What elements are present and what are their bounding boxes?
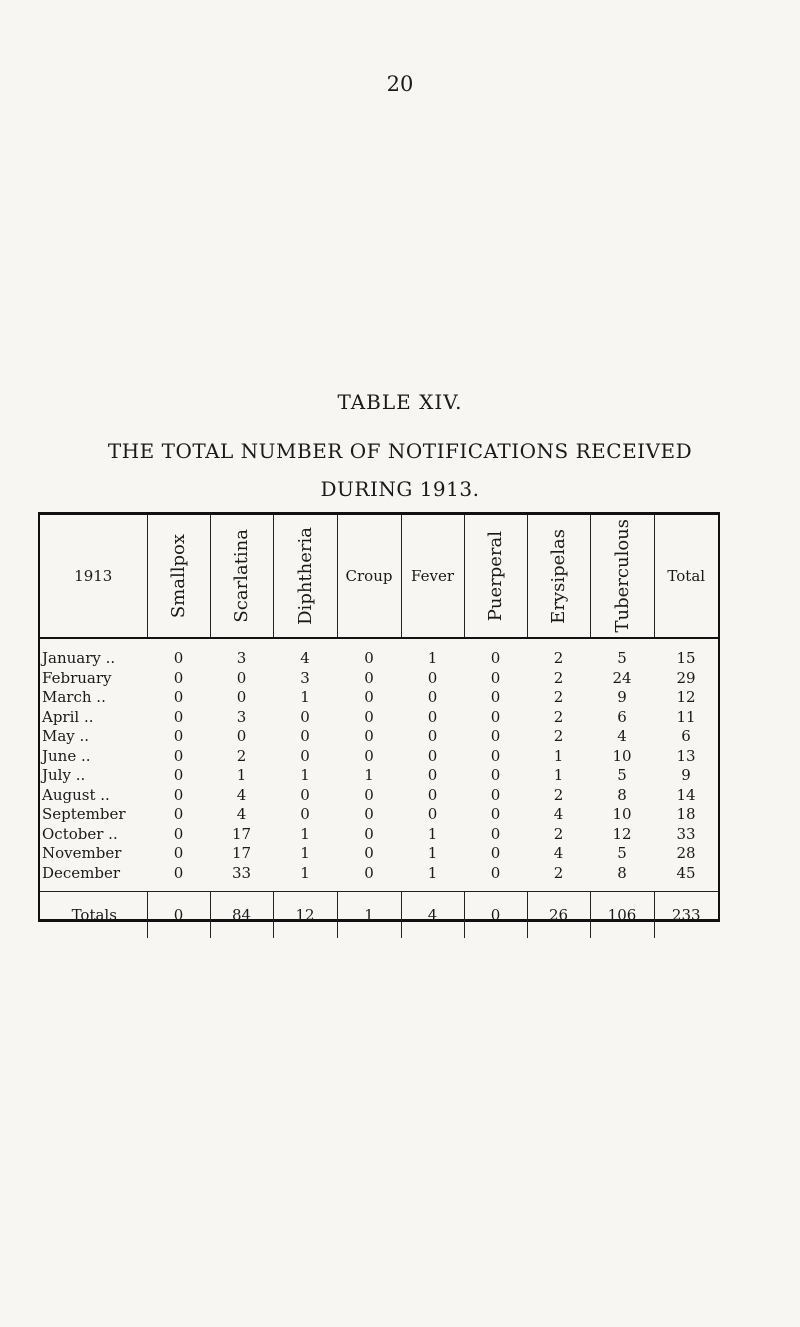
table-cell: 0 [173,649,184,667]
table-cell: 6 [617,707,627,726]
table-cell: 0 [490,649,501,667]
table-cell: 0 [490,668,501,687]
table-cell: 0 [236,727,247,745]
table-cell: 0 [364,727,374,745]
table-row [40,669,718,689]
table-cell: 2 [553,688,564,706]
table-cell: 0 [364,785,374,804]
table-cell: 0 [490,746,501,765]
table-cell: 12 [676,688,696,706]
table-cell: 8 [617,785,627,804]
table-cell: 9 [681,766,691,784]
table-cell: 0 [300,707,310,726]
table-cell: 15 [676,649,696,667]
table-cell: 0 [173,785,184,804]
table-cell: 4 [300,649,310,667]
table-cell: 0 [427,707,438,726]
month-label: December [42,863,121,882]
table-cell: 1 [553,766,564,784]
month-label: September [42,805,126,823]
table-cell: 2 [553,785,564,804]
year-header: 1913 [40,515,147,638]
table-cell: 5 [617,649,627,667]
table-cell: 17 [231,824,252,843]
table-cell: 0 [173,824,184,843]
table-cell: 0 [300,746,310,765]
table-cell: 0 [173,863,184,882]
totals-cell: 26 [527,892,590,939]
table-cell: 11 [676,707,696,726]
notifications-table [40,515,718,938]
table-cell: 0 [490,805,501,823]
table-cell: 4 [553,844,564,862]
subtitle-line-2: DURING 1913. [320,477,480,501]
table-cell: 1 [236,766,247,784]
table-cell: 8 [617,863,627,882]
totals-cell: 0 [147,892,210,939]
table-cell: 0 [173,766,184,784]
table-cell: 0 [236,688,247,706]
table-cell: 13 [676,746,696,765]
table-cell: 0 [173,707,184,726]
month-label: March .. [42,688,106,706]
table-cell: 45 [676,863,696,882]
table-row [40,786,718,806]
column-header-croup: Croup [337,515,401,638]
table-cell: 14 [676,785,696,804]
table-cell: 10 [612,746,632,765]
column-header-erysipelas: Erysipelas [527,515,590,638]
table-cell: 0 [490,824,501,843]
table-cell: 6 [681,727,691,745]
table-cell: 0 [300,727,310,745]
table-cell: 0 [173,668,184,687]
table-cell: 0 [364,746,374,765]
table-cell: 0 [364,649,374,667]
month-label: October .. [42,824,118,843]
table-row [40,727,718,747]
table-cell: 1 [300,688,310,706]
notifications-table-frame [38,512,720,922]
table-row [40,747,718,767]
table-cell: 24 [612,668,632,687]
column-header-tuberculous: Tuberculous [590,515,654,638]
table-cell: 1 [364,766,374,784]
table-cell: 2 [553,649,564,667]
totals-cell: 1 [337,892,401,939]
table-row [40,688,718,708]
table-cell: 4 [236,805,247,823]
table-cell: 29 [676,668,696,687]
table-cell: 0 [427,688,438,706]
table-cell: 17 [231,844,252,862]
totals-row [40,892,718,939]
month-label: February [42,668,112,687]
month-label: August .. [42,785,110,804]
totals-cell: 106 [590,892,654,939]
totals-cell: 233 [654,892,718,939]
column-header-smallpox: Smallpox [147,515,210,638]
table-cell: 0 [490,707,501,726]
table-cell: 0 [427,668,438,687]
month-label: May .. [42,727,90,745]
table-cell: 1 [427,649,438,667]
table-cell: 9 [617,688,627,706]
table-cell: 5 [617,766,627,784]
table-cell: 2 [553,707,564,726]
table-cell: 0 [173,688,184,706]
table-cell: 0 [173,727,184,745]
table-cell: 0 [364,824,374,843]
table-cell: 28 [676,844,696,862]
month-label: July .. [42,766,86,784]
table-cell: 0 [427,746,438,765]
month-label: January .. [42,649,116,667]
table-cell: 2 [236,746,247,765]
table-subtitle [0,432,800,508]
table-row [40,805,718,825]
totals-cell: 12 [273,892,337,939]
table-cell: 33 [676,824,696,843]
table-cell: 1 [427,824,438,843]
table-cell: 0 [236,668,247,687]
column-header-scarlatina: Scarlatina [210,515,273,638]
table-title: TABLE XIV. [337,390,463,414]
table-cell: 0 [427,727,438,745]
table-cell: 1 [300,863,310,882]
table-cell: 0 [427,785,438,804]
column-header-diphtheria: Diphtheria [273,515,337,638]
table-cell: 0 [490,688,501,706]
table-cell: 1 [553,746,564,765]
table-cell: 4 [617,727,627,745]
table-cell: 1 [427,863,438,882]
table-cell: 0 [364,707,374,726]
table-row [40,864,718,892]
month-label: June .. [42,746,91,765]
table-cell: 0 [364,844,374,862]
totals-cell: 0 [464,892,527,939]
table-row [40,708,718,728]
subtitle-line-1: THE TOTAL NUMBER OF NOTIFICATIONS RECEIVED [107,439,693,463]
table-cell: 4 [236,785,247,804]
table-cell: 2 [553,824,564,843]
table-cell: 0 [364,805,374,823]
page-number: 20 [386,72,414,96]
table-cell: 0 [173,805,184,823]
month-label: April .. [42,707,94,726]
table-cell: 3 [236,707,247,726]
table-cell: 0 [427,805,438,823]
table-cell: 0 [490,727,501,745]
table-row [40,766,718,786]
table-cell: 33 [231,863,252,882]
table-cell: 0 [173,844,184,862]
totals-label: Totals [40,892,147,939]
table-row [40,638,718,669]
totals-cell: 84 [210,892,273,939]
table-cell: 2 [553,863,564,882]
table-cell: 18 [676,805,696,823]
column-header-fever: Fever [401,515,464,638]
table-cell: 10 [612,805,632,823]
table-cell: 0 [490,766,501,784]
table-cell: 0 [173,746,184,765]
table-cell: 2 [553,668,564,687]
table-cell: 4 [553,805,564,823]
column-header-puerperal: Puerperal [464,515,527,638]
table-cell: 3 [300,668,310,687]
table-cell: 3 [236,649,247,667]
table-cell: 1 [427,844,438,862]
table-cell: 0 [364,668,374,687]
table-cell: 0 [427,766,438,784]
table-cell: 0 [364,863,374,882]
table-body [40,638,718,938]
table-cell: 0 [490,863,501,882]
table-cell: 5 [617,844,627,862]
table-row [40,844,718,864]
table-row [40,825,718,845]
table-cell: 12 [612,824,632,843]
table-cell: 0 [490,785,501,804]
table-cell: 0 [490,844,501,862]
totals-cell: 4 [401,892,464,939]
table-cell: 1 [300,766,310,784]
table-cell: 1 [300,824,310,843]
column-header-total: Total [654,515,718,638]
table-cell: 0 [300,805,310,823]
table-cell: 0 [364,688,374,706]
header-row [40,515,718,638]
table-cell: 1 [300,844,310,862]
month-label: November [42,844,122,862]
table-cell: 0 [300,785,310,804]
table-cell: 2 [553,727,564,745]
